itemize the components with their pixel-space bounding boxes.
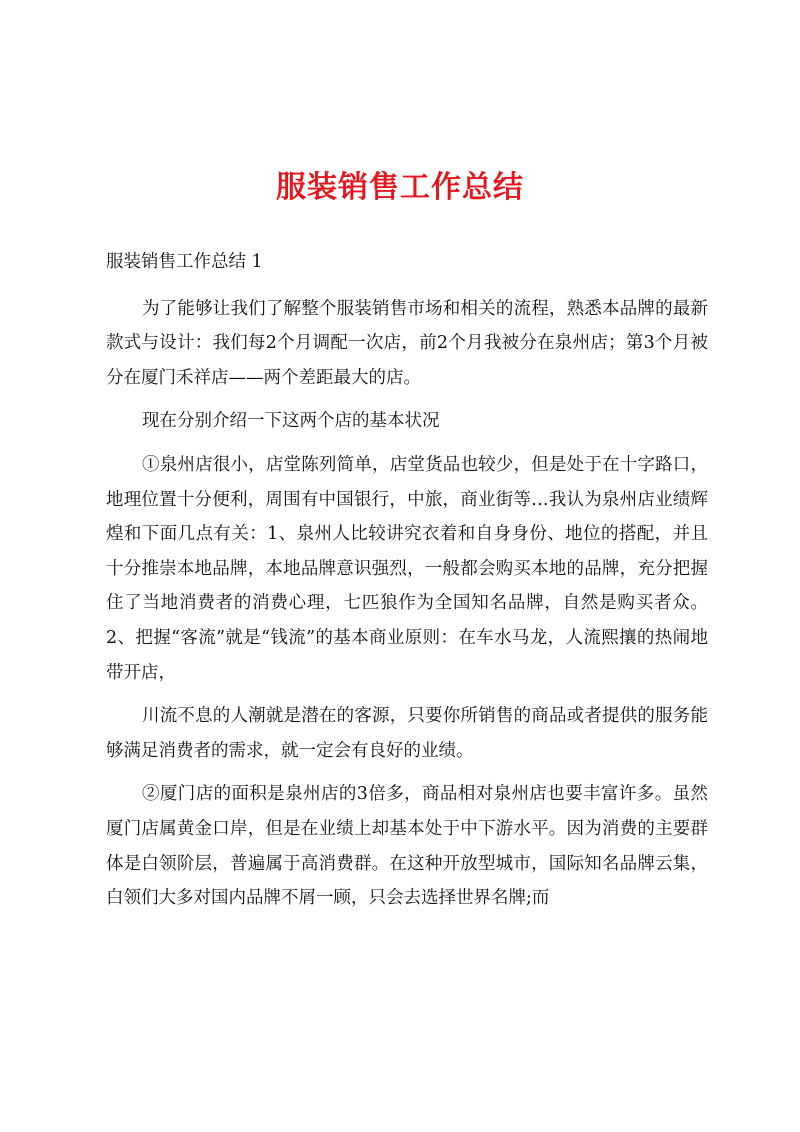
document-title: 服装销售工作总结 bbox=[276, 170, 524, 205]
section-heading: 服装销售工作总结 1 bbox=[106, 252, 263, 272]
paragraph-xiamen-store: ②厦门店的面积是泉州店的3倍多，商品相对泉州店也要丰富许多。虽然厦门店属黄金口岸，但是在业绩上却基本处于中下游水平。因为消费的主要群体是白领阶层，普遍属于高消费群。在这种开放型城市，国际知名品牌云集，白领们大多对国内品牌不屑一顾，只会去选择世界名牌;而 bbox=[106, 784, 708, 909]
document-body bbox=[106, 245, 708, 925]
paragraph-customer-flow: 川流不息的人潮就是潜在的客源，只要你所销售的商品或者提供的服务能够满足消费者的需求，就一定会有良好的业绩。 bbox=[106, 706, 708, 761]
paragraph-overview: 现在分别介绍一下这两个店的基本状况 bbox=[142, 411, 440, 432]
paragraph-quanzhou-store: ①泉州店很小，店堂陈列简单，店堂货品也较少，但是处于在十字路口，地理位置十分便利，周围有中国银行，中旅，商业街等…我认为泉州店业绩辉煌和下面几点有关：1、泉州人比较讲究衣着和自身身份、地位的搭配，并且十分推崇本地品牌，本地品牌意识强烈，一般都会购买本地的品牌，充分把握住了当地消费者的消费心理，七匹狼作为全国知名品牌，自然是购买者众。2、把握“客流”就是“钱流”的基本商业原则：在车水马龙，人流熙攘的热闹地带开店， bbox=[106, 454, 708, 683]
paragraph-intro: 为了能够让我们了解整个服装销售市场和相关的流程，熟悉本品牌的最新款式与设计：我们每2个月调配一次店，前2个月我被分在泉州店；第3个月被分在厦门禾祥店——两个差距最大的店。 bbox=[106, 298, 708, 388]
